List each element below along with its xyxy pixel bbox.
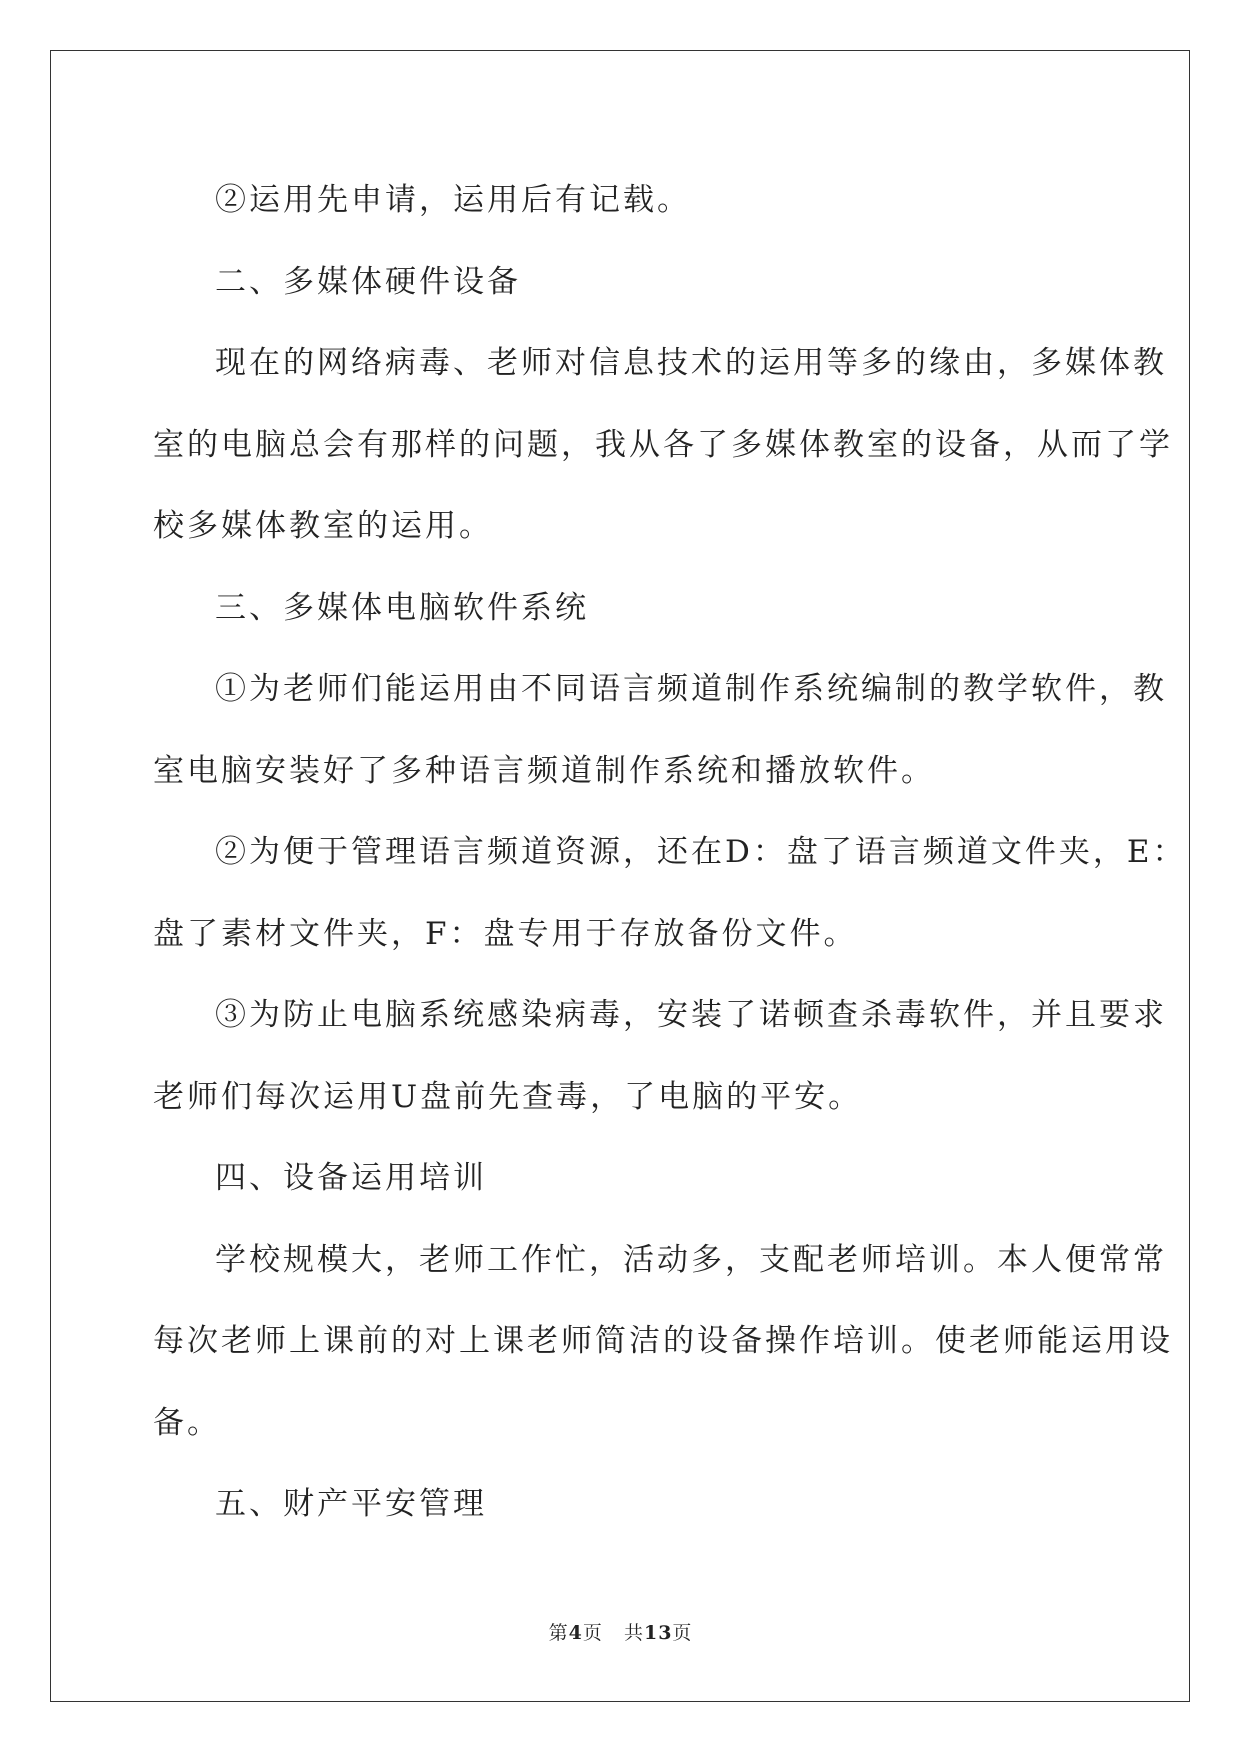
section-heading: 三、多媒体电脑软件系统 bbox=[215, 589, 589, 626]
paragraph-line: ③为防止电脑系统感染病毒，安装了诺顿查杀毒软件，并且要求 bbox=[215, 997, 1167, 1033]
section-heading: 二、多媒体硬件设备 bbox=[215, 263, 521, 300]
footer-total-unit: 页 bbox=[672, 1622, 693, 1644]
paragraph-line: 盘了素材文件夹，F：盘专用于存放备份文件。 bbox=[153, 915, 858, 952]
paragraph-line: ②运用先申请，运用后有记载。 bbox=[215, 182, 691, 218]
paragraph-line: 学校规模大，老师工作忙，活动多，支配老师培训。本人便常常 bbox=[215, 1241, 1167, 1278]
section-heading: 五、财产平安管理 bbox=[215, 1486, 487, 1522]
paragraph-line: 老师们每次运用U盘前先查毒，了电脑的平安。 bbox=[153, 1078, 863, 1115]
paragraph-line: 现在的网络病毒、老师对信息技术的运用等多的缘由，多媒体教 bbox=[215, 345, 1167, 381]
page-footer bbox=[0, 1618, 1241, 1645]
footer-total-pages: 13 bbox=[643, 1622, 673, 1644]
paragraph-line: 备。 bbox=[153, 1404, 221, 1441]
paragraph-line: 室的电脑总会有那样的问题，我从各了多媒体教室的设备，从而了学 bbox=[153, 426, 1173, 463]
footer-current-page: 4 bbox=[568, 1622, 583, 1644]
section-heading: 四、设备运用培训 bbox=[215, 1160, 487, 1196]
paragraph-line: 校多媒体教室的运用。 bbox=[153, 508, 493, 544]
paragraph-line: 每次老师上课前的对上课老师简洁的设备操作培训。使老师能运用设 bbox=[153, 1323, 1173, 1359]
paragraph-line: 室电脑安装好了多种语言频道制作系统和播放软件。 bbox=[153, 752, 935, 789]
footer-prefix: 第 bbox=[548, 1622, 569, 1644]
paragraph-line: ②为便于管理语言频道资源，还在D：盘了语言频道文件夹，E： bbox=[215, 834, 1187, 870]
footer-page-unit: 页 bbox=[582, 1622, 603, 1644]
paragraph-line: ①为老师们能运用由不同语言频道制作系统编制的教学软件，教 bbox=[215, 671, 1167, 707]
document-body bbox=[153, 160, 1187, 1546]
footer-total-prefix: 共 bbox=[623, 1622, 644, 1644]
